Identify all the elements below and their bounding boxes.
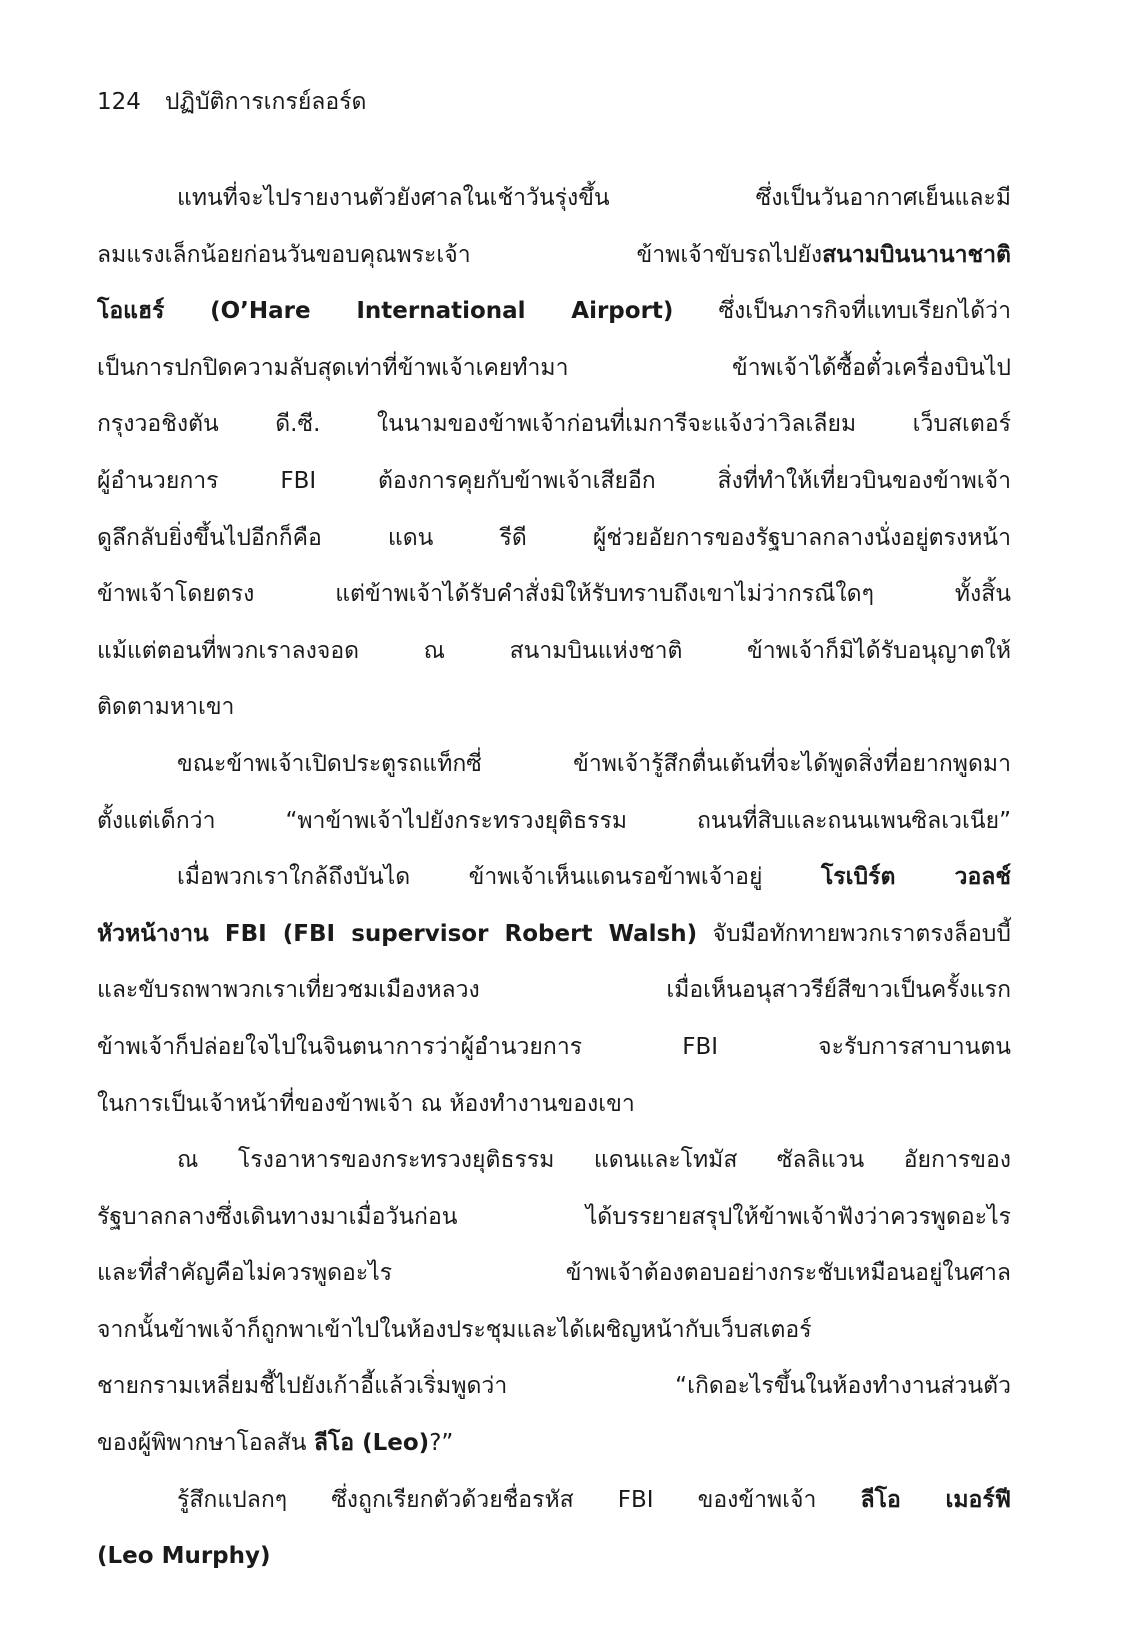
text-line [97,170,1011,227]
text-line [97,1302,1011,1359]
text-run: เมื่อพวกเราใกล้ถึงบันได ข้าพเจ้าเห็นแดนรอข้าพเจ้าอยู่ [177,864,821,891]
running-header [97,86,367,118]
text-run: เป็นการปกปิดความลับสุดเท่าที่ข้าพเจ้าเคยทำมา ข้าพเจ้าได้ซื้อตั๋วเครื่องบินไป [97,354,1011,381]
text-run: จากนั้นข้าพเจ้าก็ถูกพาเข้าไปในห้องประชุมและได้เผชิญหน้ากับเว็บสเตอร์ [97,1316,812,1343]
text-run: ของผู้พิพากษาโอลสัน [97,1430,314,1457]
text-line [97,1528,1011,1585]
text-run: และที่สำคัญคือไม่ควรพูดอะไร ข้าพเจ้าต้องตอบอย่างกระชับเหมือนอยู่ในศาล [97,1260,1011,1287]
text-line [97,453,1011,510]
text-run: จับมือทักทายพวกเราตรงล็อบบี้ [697,920,1011,947]
text-run: ข้าพเจ้าก็ปล่อยใจไปในจินตนาการว่าผู้อำนวยการ FBI จะรับการสาบานตน [97,1033,1011,1060]
text-line [97,623,1011,680]
text-run: ตั้งแต่เด็กว่า “พาข้าพเจ้าไปยังกระทรวงยุติธรรม ถนนที่สิบและถนนเพนซิลเวเนีย” [97,807,1011,834]
text-run: ลมแรงเล็กน้อยก่อนวันขอบคุณพระเจ้า ข้าพเจ้าขับรถไปยัง [97,241,823,268]
text-line [97,566,1011,623]
body-text [97,170,1011,1585]
text-line [97,736,1011,793]
text-run: และขับรถพาพวกเราเที่ยวชมเมืองหลวง เมื่อเห็นอนุสาวรีย์สีขาวเป็นครั้งแรก [97,977,1011,1004]
text-line [97,340,1011,397]
text-run: แม้แต่ตอนที่พวกเราลงจอด ณ สนามบินแห่งชาติ ข้าพเจ้าก็มิได้รับอนุญาตให้ [97,637,1011,664]
text-line [97,1415,1011,1472]
text-run: แทนที่จะไปรายงานตัวยังศาลในเช้าวันรุ่งขึ้น ซึ่งเป็นวันอากาศเย็นและมี [177,185,1011,211]
text-run: ชายกรามเหลี่ยมชี้ไปยังเก้าอี้แล้วเริ่มพูดว่า “เกิดอะไรขึ้นในห้องทำงานส่วนตัว [97,1373,1011,1400]
text-line [97,1132,1011,1189]
text-run: ขณะข้าพเจ้าเปิดประตูรถแท็กซี่ ข้าพเจ้ารู้สึกตื่นเต้นที่จะได้พูดสิ่งที่อยากพูดมา [177,750,1011,777]
text-run: ดูลึกลับยิ่งขึ้นไปอีกก็คือ แดน รีดี ผู้ช่วยอัยการของรัฐบาลกลางนั่งอยู่ตรงหน้า [97,524,1011,551]
text-run: ณ โรงอาหารของกระทรวงยุติธรรม แดนและโทมัส ซัลลิแวน อัยการของ [177,1147,1011,1174]
text-run: ในการเป็นเจ้าหน้าที่ของข้าพเจ้า ณ ห้องทำงานของเขา [97,1090,635,1117]
text-run: ผู้อำนวยการ FBI ต้องการคุยกับข้าพเจ้าเสียอีก สิ่งที่ทำให้เที่ยวบินของข้าพเจ้า [97,467,1011,494]
page-number: 124 [97,89,141,115]
bold-text: ลีโอ เมอร์ฟี [860,1486,1011,1513]
bold-text: ลีโอ (Leo) [313,1430,430,1457]
text-line [97,906,1011,963]
text-line [97,793,1011,850]
text-line [97,283,1011,340]
text-run: ข้าพเจ้าโดยตรง แต่ข้าพเจ้าได้รับคำสั่งมิให้รับทราบถึงเขาไม่ว่ากรณีใดๆ ทั้งสิ้น [97,581,1011,608]
text-line [97,849,1011,906]
bold-text: โอแฮร์ (O’Hare International Airport) [97,298,674,325]
text-line [97,1358,1011,1415]
text-run: ซึ่งเป็นภารกิจที่แทบเรียกได้ว่า [673,298,1011,325]
text-line [97,962,1011,1019]
text-line [97,227,1011,284]
text-run: ติดตามหาเขา [97,694,235,721]
text-line [97,1076,1011,1133]
text-run: กรุงวอชิงตัน ดี.ซี. ในนามของข้าพเจ้าก่อนที่เมการีจะแจ้งว่าวิลเลียม เว็บสเตอร์ [97,411,1011,438]
bold-text: หัวหน้างาน FBI (FBI supervisor Robert Walsh) [97,920,698,947]
bold-text: สนามบินนานาชาติ [822,241,1011,268]
text-line [97,396,1011,453]
text-line [97,1189,1011,1246]
text-line [97,1019,1011,1076]
text-line [97,679,1011,736]
text-line [97,510,1011,567]
text-line [97,1472,1011,1529]
text-run: ?” [429,1430,454,1457]
bold-text: (Leo Murphy) [97,1543,271,1570]
bold-text: โรเบิร์ต วอลช์ [820,864,1011,891]
text-run: รัฐบาลกลางซึ่งเดินทางมาเมื่อวันก่อน ได้บรรยายสรุปให้ข้าพเจ้าฟังว่าควรพูดอะไร [97,1203,1011,1230]
text-run: รู้สึกแปลกๆ ซึ่งถูกเรียกตัวด้วยชื่อรหัส FBI ของข้าพเจ้า [177,1486,861,1513]
text-line [97,1245,1011,1302]
book-title: ปฏิบัติการเกรย์ลอร์ด [164,89,367,115]
